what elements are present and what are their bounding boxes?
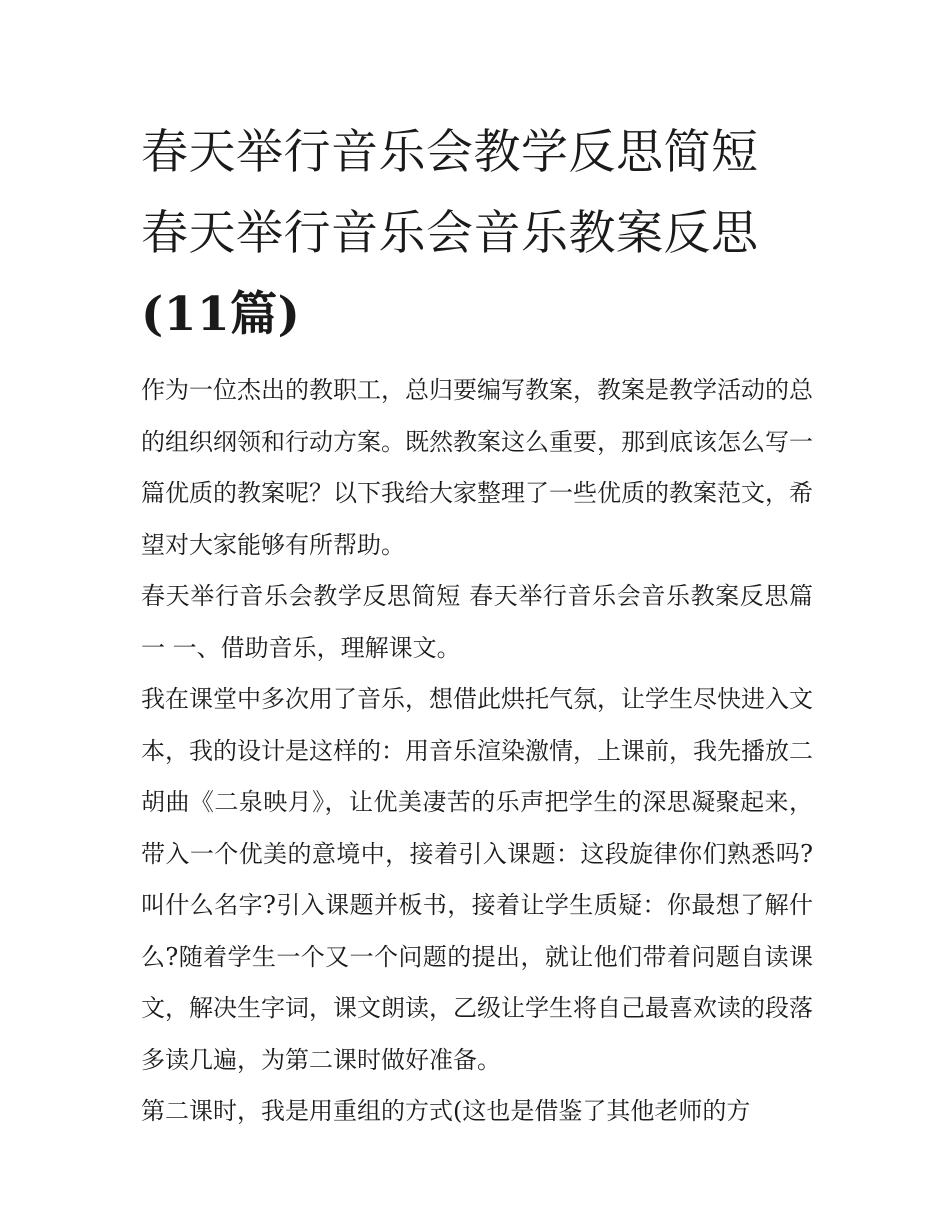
document-content: [141, 112, 813, 1138]
document-body: [141, 365, 813, 1138]
title-line-2: 春天举行音乐会音乐教案反思: [141, 206, 759, 261]
document-title: [141, 112, 813, 355]
paragraph-music-lesson: 我在课堂中多次用了音乐，想借此烘托气氛，让学生尽快进入文本，我的设计是这样的：用音乐渲染激情，上课前，我先播放二胡曲《二泉映月》，让优美凄苦的乐声把学生的深思凝聚起来，带入一个优美的意境中，接着引入课题：这段旋律你们熟悉吗?叫什么名字?引入课题并板书，接着让学生质疑：你最想了解什么?随着学生一个又一个问题的提出，就让他们带着问题自读课文，解决生字词，课文朗读，乙级让学生将自己最喜欢读的段落多读几遍，为第二课时做好准备。: [141, 685, 813, 1074]
title-line-1: 春天举行音乐会教学反思简短: [141, 125, 759, 180]
paragraph-second-lesson: 第二课时，我是用重组的方式(这也是借鉴了其他老师的方: [141, 1097, 751, 1125]
title-spacer: [141, 355, 813, 365]
paragraph-section-heading: 春天举行音乐会教学反思简短 春天举行音乐会音乐教案反思篇一 一、借助音乐，理解课文。: [141, 582, 813, 662]
title-line-3: (11篇): [141, 287, 301, 342]
paragraph-intro: 作为一位杰出的教职工，总归要编写教案，教案是教学活动的总的组织纲领和行动方案。既然教案这么重要，那到底该怎么写一篇优质的教案呢？以下我给大家整理了一些优质的教案范文，希望对大家能够有所帮助。: [141, 376, 813, 559]
